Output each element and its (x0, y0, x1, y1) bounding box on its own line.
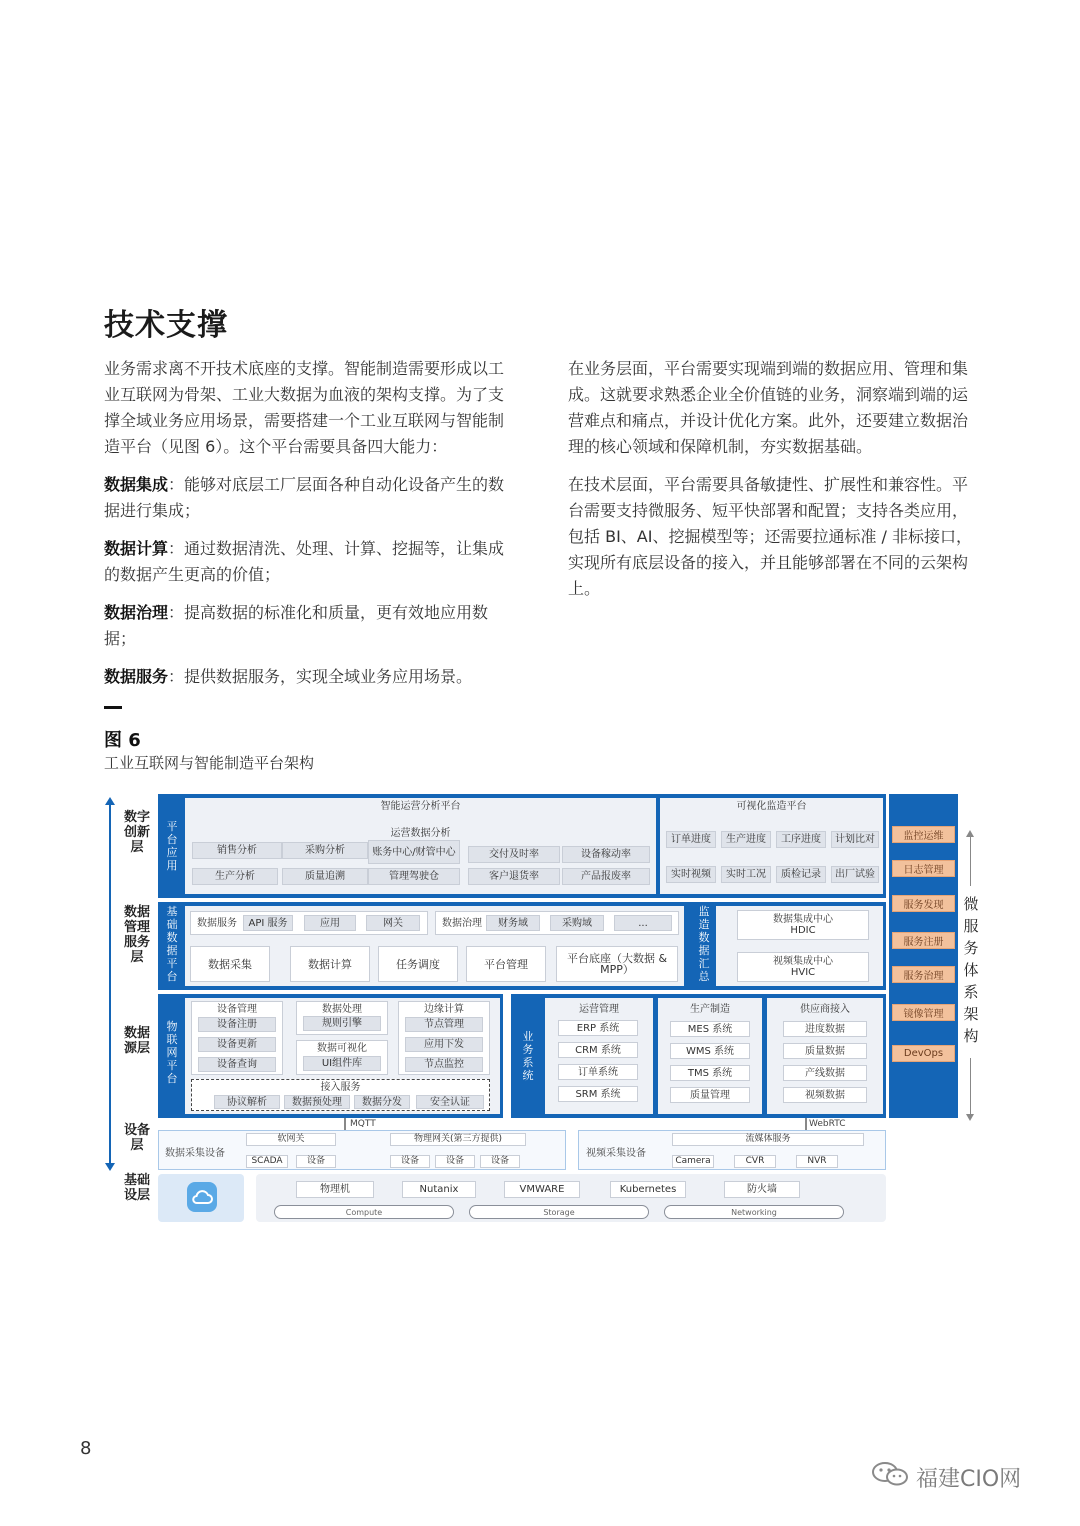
chip-quality-data: 质量数据 (783, 1043, 867, 1059)
paragraph-compute: 数据计算：通过数据清洗、处理、计算、挖掘等，让集成的数据产生更高的价值； (104, 539, 505, 584)
chip-order-progress: 订单进度 (666, 831, 716, 848)
chip-erp: ERP 系统 (558, 1020, 638, 1036)
chip-kubernetes: Kubernetes (610, 1181, 686, 1198)
chip-service-register: 服务注册 (892, 932, 955, 949)
chip-equipment-utilization: 设备稼动率 (562, 846, 650, 863)
chip-quality-trace: 质量追溯 (282, 868, 368, 885)
smart-ops-title: 智能运营分析平台 (380, 801, 461, 812)
paragraph-intro: 业务需求离不开技术底座的支撑。智能制造需要形成以工业互联网为骨架、工业大数据为血液的架构支撑。为了支撑全域业务应用场景，需要搭建一个工业互联网与智能制造平台（见图 6）。这个平台需要具备四大能力： (104, 359, 505, 456)
chip-device-update: 设备更新 (198, 1037, 276, 1052)
watermark (870, 1460, 1021, 1494)
arrow-down-head-icon (105, 1163, 115, 1171)
chip-image-management: 镜像管理 (892, 1004, 955, 1021)
chip-stream-service: 流媒体服务 (672, 1133, 864, 1146)
figure-caption: 工业互联网与智能制造平台架构 (104, 754, 315, 772)
chip-purchase-analysis: 采购分析 (282, 842, 368, 859)
chip-data-compute: 数据计算 (290, 946, 370, 982)
chip-scrap-rate: 产品报废率 (562, 868, 650, 885)
page-number: 8 (80, 1438, 92, 1459)
chip-sales-analysis: 销售分析 (192, 842, 282, 859)
chip-purchase-domain: 采购域 (550, 915, 604, 931)
manufacturing-title: 生产制造 (690, 1004, 730, 1015)
chip-finance-domain: 财务域 (486, 915, 540, 931)
chip-log-management: 日志管理 (892, 860, 955, 877)
chip-qc-records: 质检记录 (776, 866, 826, 883)
chip-ui-library: UI组件库 (303, 1056, 381, 1071)
paragraph-governance: 数据治理：提高数据的标准化和质量，更有效地应用数据； (104, 603, 489, 648)
chip-app-dispatch: 应用下发 (405, 1037, 483, 1052)
chip-plan-compare: 计划比对 (831, 831, 879, 848)
chip-platform-base: 平台底座（大数据 & MPP） (556, 946, 678, 982)
layer-label-infra: 基础设层 (123, 1173, 150, 1203)
chip-delivery-rate: 交付及时率 (468, 846, 560, 863)
chip-crm: CRM 系统 (558, 1042, 638, 1058)
chip-hdic: 数据集成中心 HDIC (737, 910, 869, 940)
chip-return-rate: 客户退货率 (468, 868, 560, 885)
chip-srm: SRM 系统 (558, 1086, 638, 1102)
mgmt-side-label: 基础数据平台 (166, 905, 178, 983)
chip-platform-management: 平台管理 (466, 946, 546, 982)
chip-mes: MES 系统 (670, 1021, 750, 1037)
wechat-icon (870, 1460, 910, 1494)
ops-mgmt-title: 运营管理 (579, 1004, 619, 1015)
chip-order-system: 订单系统 (558, 1064, 638, 1080)
chip-video-data: 视频数据 (783, 1087, 867, 1103)
chip-node-management: 节点管理 (405, 1017, 483, 1032)
micro-arrow-up-icon (966, 830, 974, 837)
visual-monitor-title: 可视化监造平台 (736, 801, 807, 812)
chip-gateway: 网关 (366, 915, 420, 931)
chip-nvr: NVR (796, 1155, 838, 1168)
chip-physical-gateway: 物理网关(第三方提供) (390, 1133, 526, 1146)
chip-task-scheduling: 任务调度 (378, 946, 458, 982)
chip-quality-mgmt: 质量管理 (670, 1087, 750, 1103)
chip-rule-engine: 规则引擎 (303, 1016, 381, 1031)
monitor-side-label: 监造数据汇总 (698, 905, 710, 983)
layer-label-source: 数据源层 (123, 1026, 150, 1056)
chip-process-progress: 工序进度 (776, 831, 826, 848)
layer-label-management: 数据管理服务层 (123, 905, 150, 965)
device-mgmt-group: 设备管理 (191, 1001, 283, 1075)
pill-networking: Networking (664, 1205, 844, 1219)
pill-compute: Compute (274, 1205, 454, 1219)
chip-physical-machine: 物理机 (296, 1181, 374, 1198)
chip-production-progress: 生产进度 (721, 831, 771, 848)
chip-finance-center: 账务中心/财管中心 (368, 840, 460, 864)
chip-live-video: 实时视频 (666, 866, 716, 883)
chip-more-domains: ... (614, 915, 672, 931)
layer-label-innovation: 数字创新层 (123, 810, 150, 855)
webrtc-label: WebRTC (809, 1119, 846, 1129)
chip-hvic: 视频集成中心 HVIC (737, 952, 869, 982)
chip-vmware: VMWARE (504, 1181, 580, 1198)
paragraph-business: 在业务层面，平台需要实现端到端的数据应用、管理和集成。这就要求熟悉企业全价值链的业务，洞察端到端的运营难点和痛点，并设计优化方案。此外，还要建立数据治理的核心领域和保障机制，夯实数据基础。 (568, 359, 969, 456)
biz-side-label: 业务系统 (522, 1030, 534, 1082)
data-vis-group: 数据可视化 (296, 1040, 388, 1075)
page-title: 技术支撑 (104, 308, 228, 343)
chip-api-service: API 服务 (243, 915, 293, 931)
chip-device-c: 设备 (435, 1155, 475, 1168)
chip-line-data: 产线数据 (783, 1065, 867, 1081)
video-device-label: 视频采集设备 (586, 1148, 646, 1159)
chip-firewall: 防火墙 (724, 1181, 800, 1198)
paragraph-service: 数据服务：提供数据服务，实现全域业务应用场景。 (104, 667, 473, 686)
chip-cvr: CVR (734, 1155, 776, 1168)
chip-device-query: 设备查询 (198, 1057, 276, 1072)
chip-data-collect: 数据采集 (190, 946, 270, 982)
access-service-group: 接入服务 (191, 1079, 490, 1111)
chip-progress-data: 进度数据 (783, 1021, 867, 1037)
chip-device-a: 设备 (296, 1155, 336, 1168)
data-service-group: 数据服务 (190, 911, 428, 935)
chip-node-monitor: 节点监控 (405, 1057, 483, 1072)
arrow-up-head-icon (105, 797, 115, 805)
collect-device-label: 数据采集设备 (165, 1148, 225, 1159)
chip-application: 应用 (304, 915, 356, 931)
chip-production-analysis: 生产分析 (192, 868, 278, 885)
iot-side-label: 物联网平台 (166, 1020, 178, 1085)
chip-management-cockpit: 管理驾驶仓 (368, 868, 460, 885)
paragraph-technical: 在技术层面，平台需要具备敏捷性、扩展性和兼容性。平台需要支持微服务、短平快部署和配置；支持各类应用，包括 BI、AI、挖掘模型等；还需要拉通标准 / 非标接口，实现所有底层设备的接入，并且能够部署在不同的云架构上。 (568, 475, 973, 598)
microservice-title: 微服务体系架构 (963, 895, 979, 1045)
edge-compute-group: 边缘计算 (398, 1001, 490, 1075)
app-side-label: 平台应用 (166, 820, 178, 872)
chip-data-distribute: 数据分发 (354, 1095, 410, 1109)
chip-monitor-ops: 监控运维 (892, 826, 955, 843)
pill-storage: Storage (469, 1205, 649, 1219)
right-column (568, 356, 980, 614)
chip-scada: SCADA (246, 1155, 288, 1168)
figure-label: 图 6 (104, 730, 141, 751)
chip-service-governance: 服务治理 (892, 966, 955, 983)
chip-tms: TMS 系统 (670, 1065, 750, 1081)
chip-data-preprocess: 数据预处理 (284, 1095, 350, 1109)
figure-rule (104, 706, 122, 709)
chip-service-discovery: 服务发现 (892, 895, 955, 912)
source-divider (503, 994, 511, 1118)
cloud-icon (187, 1182, 217, 1212)
chip-device-b: 设备 (390, 1155, 430, 1168)
left-column (104, 356, 516, 702)
supplier-title: 供应商接入 (800, 1004, 850, 1015)
chip-devops: DevOps (892, 1045, 955, 1062)
chip-soft-gateway: 软网关 (246, 1133, 336, 1146)
micro-arrow-icon (970, 836, 971, 886)
chip-protocol-parse: 协议解析 (214, 1095, 280, 1109)
data-process-group: 数据处理 (296, 1001, 388, 1035)
chip-device-register: 设备注册 (198, 1017, 276, 1032)
ops-analysis-title: 运营数据分析 (390, 828, 451, 839)
data-governance-group: 数据治理 (435, 911, 679, 935)
layer-label-device: 设备层 (123, 1123, 150, 1153)
watermark-text: 福建CIO网 (916, 1466, 1022, 1492)
chip-nutanix: Nutanix (402, 1181, 476, 1198)
chip-factory-test: 出厂试验 (831, 866, 879, 883)
micro-arrow-down-icon (966, 1114, 974, 1121)
micro-arrow-lower-icon (970, 1058, 971, 1116)
chip-wms: WMS 系统 (670, 1043, 750, 1059)
chip-security-auth: 安全认证 (416, 1095, 484, 1109)
chip-device-d: 设备 (480, 1155, 520, 1168)
mqtt-label: MQTT (350, 1119, 376, 1129)
chip-camera: Camera (672, 1155, 714, 1168)
chip-live-conditions: 实时工况 (721, 866, 771, 883)
layer-arrow-icon (109, 803, 111, 1165)
paragraph-integration: 数据集成：能够对底层工厂层面各种自动化设备产生的数据进行集成； (104, 475, 505, 520)
